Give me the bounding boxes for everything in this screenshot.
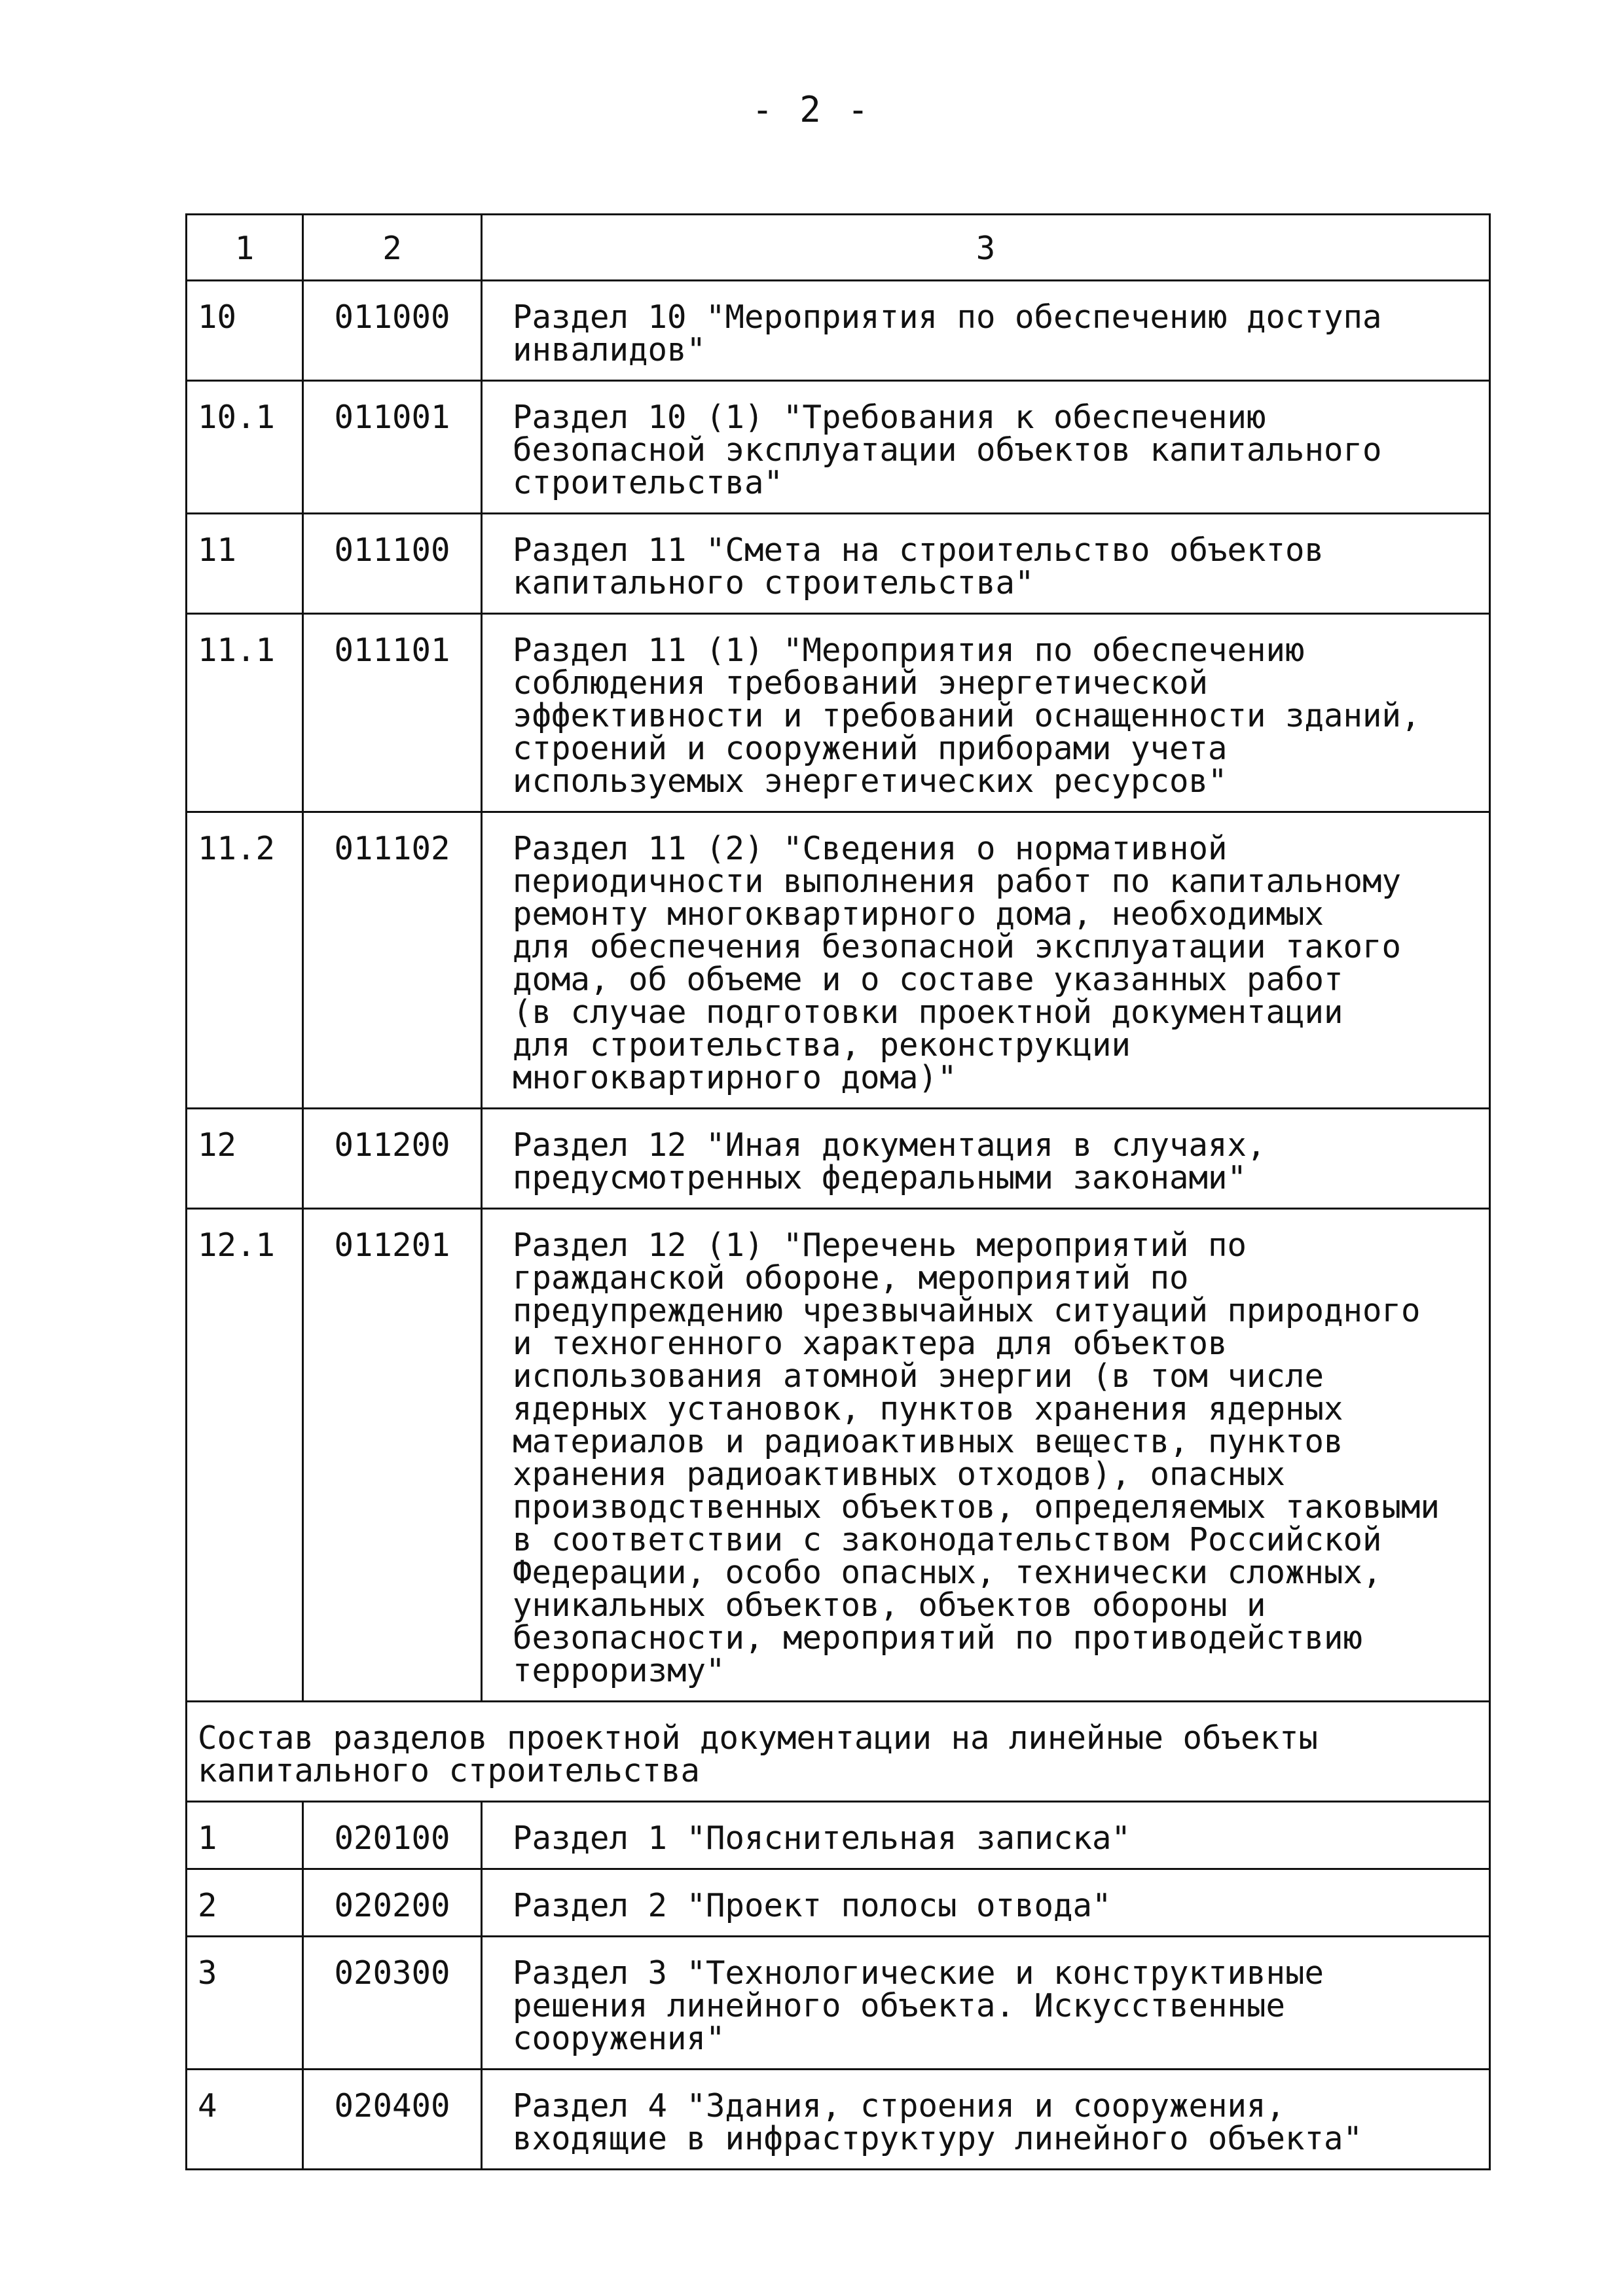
row-number: 2 — [187, 1869, 303, 1937]
table-row — [187, 1109, 1490, 1209]
header-cell: 2 — [303, 215, 482, 281]
row-code: 020200 — [303, 1869, 482, 1937]
table-row — [187, 614, 1490, 812]
row-title: Раздел 12 "Иная документация в случаях, предусмотренных федеральными законами" — [482, 1109, 1490, 1209]
table-row — [187, 281, 1490, 381]
section-heading: Состав разделов проектной документации на линейные объекты капитального строительства — [187, 1702, 1490, 1802]
row-title: Раздел 3 "Технологические и конструктивные решения линейного объекта. Искусственные сооружения" — [482, 1937, 1490, 2070]
row-number: 10 — [187, 281, 303, 381]
row-number: 4 — [187, 2070, 303, 2170]
row-number: 11.1 — [187, 614, 303, 812]
row-title: Раздел 4 "Здания, строения и сооружения, входящие в инфраструктуру линейного объекта" — [482, 2070, 1490, 2170]
header-cell: 1 — [187, 215, 303, 281]
table-row — [187, 1937, 1490, 2070]
row-code: 020100 — [303, 1802, 482, 1869]
row-title: Раздел 12 (1) "Перечень мероприятий по гражданской обороне, мероприятий по предупреждению чрезвычайных ситуаций природного и техногенного характера для объектов использования атомной энергии (в том числе ядерных установок, пунктов хранения ядерных материалов и радиоактивных веществ, пунктов хранения радиоактивных отходов), опасных производственных объектов, определяемых таковыми в соответствии с законодательством Российской Федерации, особо опасных, технически сложных, уникальных объектов, объектов обороны и безопасности, мероприятий по противодействию терроризму" — [482, 1209, 1490, 1702]
row-title: Раздел 2 "Проект полосы отвода" — [482, 1869, 1490, 1937]
table-row — [187, 1869, 1490, 1937]
row-number: 3 — [187, 1937, 303, 2070]
row-number: 12.1 — [187, 1209, 303, 1702]
table-row — [187, 381, 1490, 514]
table-row — [187, 514, 1490, 614]
row-number: 1 — [187, 1802, 303, 1869]
table-row — [187, 1209, 1490, 1702]
row-title: Раздел 11 (2) "Сведения о нормативной периодичности выполнения работ по капитальному ремонту многоквартирного дома, необходимых для обеспечения безопасной эксплуатации такого дома, об объеме и о составе указанных работ (в случае подготовки проектной документации для строительства, реконструкции многоквартирного дома)" — [482, 812, 1490, 1109]
row-code: 011101 — [303, 614, 482, 812]
row-code: 020400 — [303, 2070, 482, 2170]
row-code: 011100 — [303, 514, 482, 614]
row-number: 12 — [187, 1109, 303, 1209]
row-title: Раздел 10 "Мероприятия по обеспечению доступа инвалидов" — [482, 281, 1490, 381]
sections-table — [185, 213, 1491, 2170]
table-row — [187, 1802, 1490, 1869]
row-title: Раздел 11 "Смета на строительство объектов капитального строительства" — [482, 514, 1490, 614]
header-cell: 3 — [482, 215, 1490, 281]
table-row — [187, 2070, 1490, 2170]
row-code: 011001 — [303, 381, 482, 514]
row-code: 011200 — [303, 1109, 482, 1209]
table-header-row — [187, 215, 1490, 281]
row-title: Раздел 11 (1) "Мероприятия по обеспечению соблюдения требований энергетической эффективности и требований оснащенности зданий, строений и сооружений приборами учета используемых энергетических ресурсов" — [482, 614, 1490, 812]
row-number: 11 — [187, 514, 303, 614]
row-code: 011102 — [303, 812, 482, 1109]
section-heading-row — [187, 1702, 1490, 1802]
page-number: - 2 - — [752, 89, 871, 130]
row-code: 020300 — [303, 1937, 482, 2070]
row-number: 10.1 — [187, 381, 303, 514]
row-code: 011201 — [303, 1209, 482, 1702]
table-row — [187, 812, 1490, 1109]
row-number: 11.2 — [187, 812, 303, 1109]
row-title: Раздел 10 (1) "Требования к обеспечению безопасной эксплуатации объектов капитального строительства" — [482, 381, 1490, 514]
row-code: 011000 — [303, 281, 482, 381]
row-title: Раздел 1 "Пояснительная записка" — [482, 1802, 1490, 1869]
